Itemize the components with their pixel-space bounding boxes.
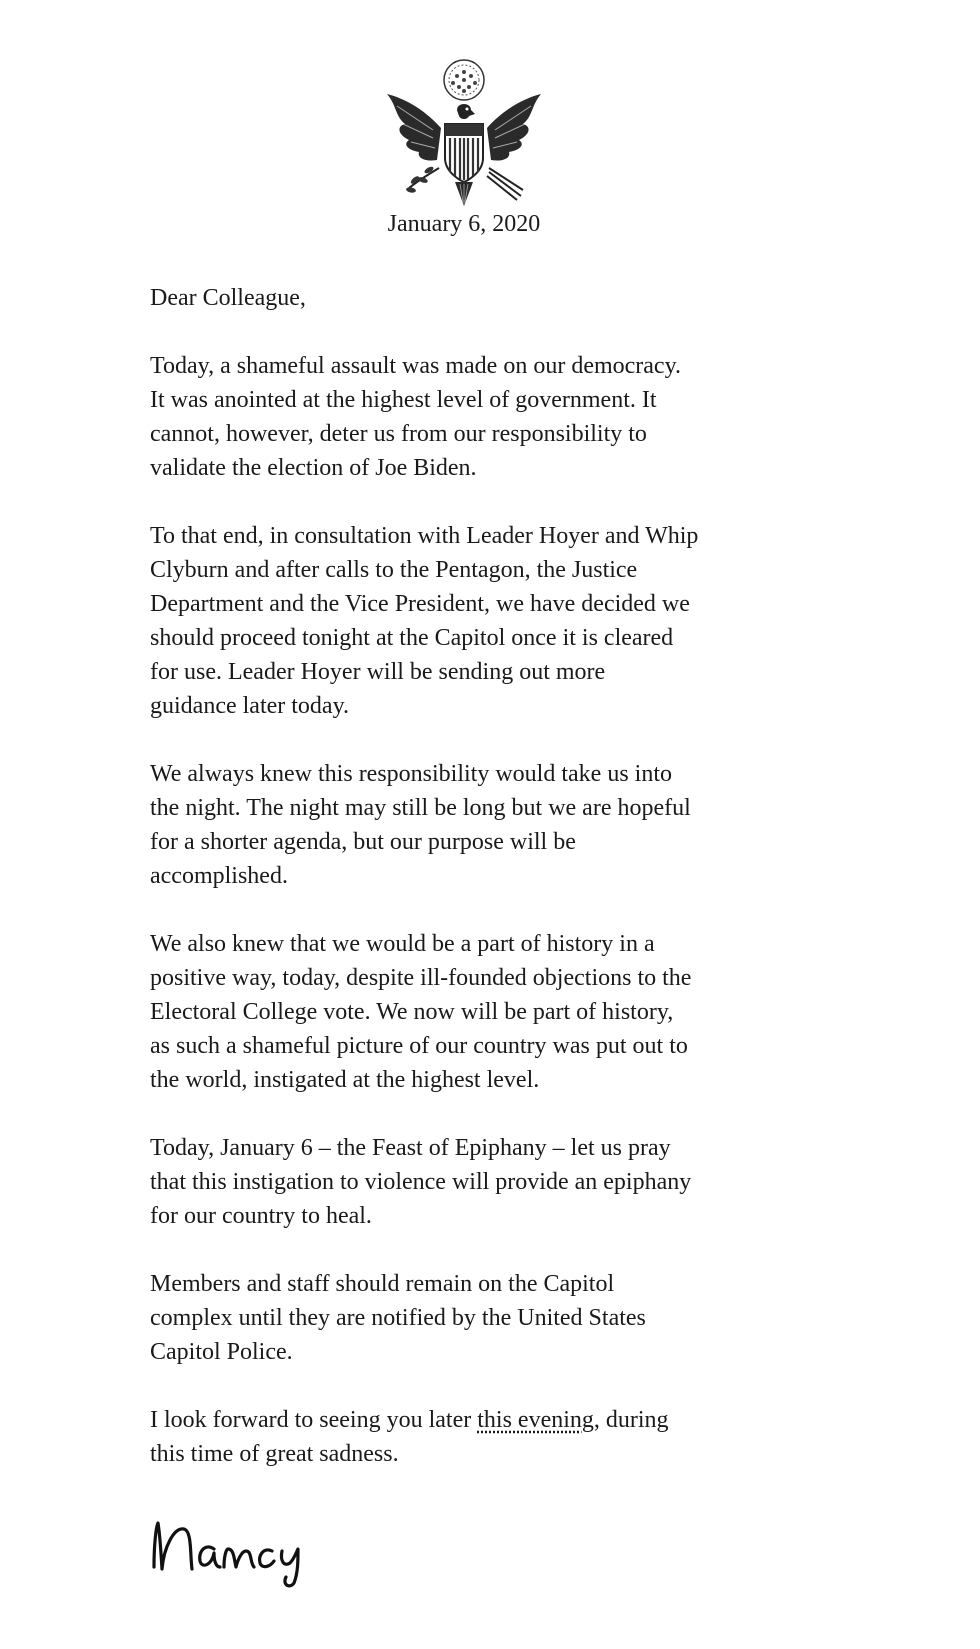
paragraph-1 xyxy=(150,349,840,485)
paragraph-line: To that end, in consultation with Leader Hoyer and Whip xyxy=(150,523,699,549)
paragraph-3 xyxy=(150,757,840,893)
paragraph-line: the night. The night may still be long but we are hopeful xyxy=(150,795,691,821)
paragraph-line: We also knew that we would be a part of history in a xyxy=(150,931,655,957)
paragraph-line: for use. Leader Hoyer will be sending out more xyxy=(150,659,606,685)
paragraph-line: for our country to heal. xyxy=(150,1203,372,1229)
paragraph-line: that this instigation to violence will provide an epiphany xyxy=(150,1169,692,1195)
paragraph-line: as such a shameful picture of our country was put out to xyxy=(150,1033,688,1059)
great-seal-eagle-icon xyxy=(383,58,545,216)
paragraph-line: Department and the Vice President, we have decided we xyxy=(150,591,690,617)
paragraph-line: guidance later today. xyxy=(150,693,350,719)
paragraph-line: It was anointed at the highest level of government. It xyxy=(150,387,657,413)
paragraph-line: for a shorter agenda, but our purpose will be xyxy=(150,829,576,855)
letter-body xyxy=(150,281,840,1505)
paragraph-line: accomplished. xyxy=(150,863,288,889)
paragraph-line: Today, January 6 – the Feast of Epiphany – let us pray xyxy=(150,1135,671,1161)
closing-line-2: this time of great sadness. xyxy=(150,1441,399,1467)
paragraph-line: Electoral College vote. We now will be part of history, xyxy=(150,999,674,1025)
paragraph-6 xyxy=(150,1267,840,1369)
closing-text-after: , during xyxy=(593,1407,669,1433)
paragraph-line: should proceed tonight at the Capitol once it is cleared xyxy=(150,625,674,651)
closing-paragraph xyxy=(150,1403,840,1471)
paragraph-line: Clyburn and after calls to the Pentagon, the Justice xyxy=(150,557,638,583)
paragraph-line: Members and staff should remain on the Capitol xyxy=(150,1271,615,1297)
paragraph-2 xyxy=(150,519,840,723)
paragraph-5 xyxy=(150,1131,840,1233)
letter-date: January 6, 2020 xyxy=(387,211,541,237)
paragraph-line: validate the election of Joe Biden. xyxy=(150,455,477,481)
signature-nancy xyxy=(148,1505,328,1590)
paragraph-line: Capitol Police. xyxy=(150,1339,293,1365)
salutation: Dear Colleague, xyxy=(150,285,306,311)
paragraph-line: the world, instigated at the highest level. xyxy=(150,1067,540,1093)
paragraph-line: positive way, today, despite ill-founded objections to the xyxy=(150,965,692,991)
closing-text-before: I look forward to seeing you later xyxy=(150,1407,478,1433)
paragraph-line: We always knew this responsibility would take us into xyxy=(150,761,672,787)
paragraph-line: complex until they are notified by the United States xyxy=(150,1305,646,1331)
closing-line-1 xyxy=(150,1403,840,1437)
paragraph-line: Today, a shameful assault was made on our democracy. xyxy=(150,353,682,379)
paragraph-line: cannot, however, deter us from our responsibility to xyxy=(150,421,647,447)
paragraph-4 xyxy=(150,927,840,1097)
closing-underlined-text: this evening xyxy=(477,1407,594,1433)
